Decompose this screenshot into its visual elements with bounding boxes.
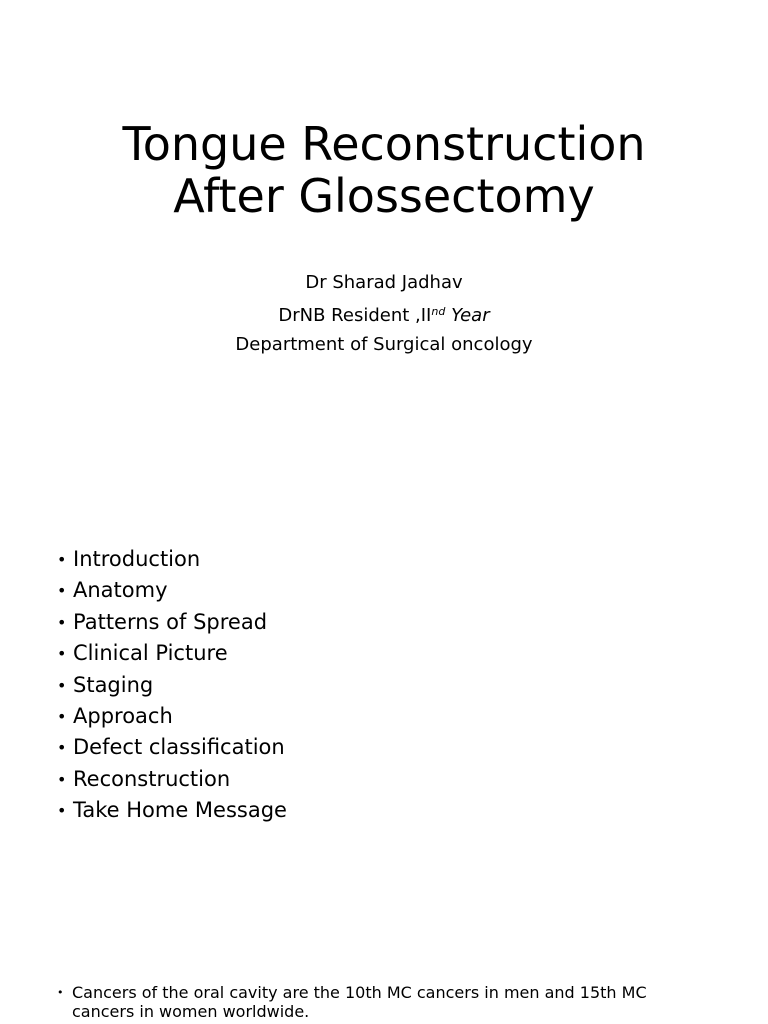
list-item xyxy=(55,795,287,826)
list-item-label: Defect classification xyxy=(73,735,285,760)
list-item xyxy=(55,575,287,606)
bullet-icon: • xyxy=(57,986,64,999)
list-item-label: Patterns of Spread xyxy=(73,609,268,634)
list-item-label: Anatomy xyxy=(73,578,168,603)
list-item xyxy=(55,701,287,732)
bullet-icon: • xyxy=(57,550,67,569)
list-item xyxy=(55,670,287,701)
bullet-icon: • xyxy=(57,644,67,664)
role-suffix: Year xyxy=(445,305,490,326)
list-item-label: Staging xyxy=(73,672,154,697)
bullet-icon: • xyxy=(57,769,67,789)
bullet-icon: • xyxy=(57,801,67,821)
slide-title xyxy=(0,118,768,222)
list-item-label: Introduction xyxy=(73,547,201,571)
bullet-icon: • xyxy=(57,707,67,727)
contents-list xyxy=(55,544,287,827)
list-item-label: Approach xyxy=(73,704,173,729)
list-item-label: Take Home Message xyxy=(73,798,287,823)
title-line-1: Tongue Reconstruction xyxy=(122,117,646,171)
title-line-2: After Glossectomy xyxy=(173,169,595,223)
list-item xyxy=(55,764,287,795)
slide-subtitle xyxy=(0,268,768,359)
list-item-label: Clinical Picture xyxy=(73,641,228,666)
list-item-label: Reconstruction xyxy=(73,766,231,791)
bullet-icon: • xyxy=(57,612,67,632)
role-superscript: nd xyxy=(431,305,446,318)
intro-bullet-list xyxy=(56,983,696,1021)
department-name: Department of Surgical oncology xyxy=(235,334,533,355)
list-item xyxy=(55,732,287,763)
list-item xyxy=(55,638,287,669)
author-name: Dr Sharad Jadhav xyxy=(305,272,463,293)
list-item xyxy=(56,983,696,1021)
bullet-icon: • xyxy=(57,581,67,601)
list-item xyxy=(55,607,287,638)
role-prefix: DrNB Resident ,II xyxy=(278,305,432,326)
list-item xyxy=(55,544,287,575)
list-item-text: Cancers of the oral cavity are the 10th MC cancers in men and 15th MC cancers in women worldwide. xyxy=(72,983,647,1021)
bullet-icon: • xyxy=(57,675,67,695)
bullet-icon: • xyxy=(57,738,67,758)
author-role xyxy=(0,297,768,330)
